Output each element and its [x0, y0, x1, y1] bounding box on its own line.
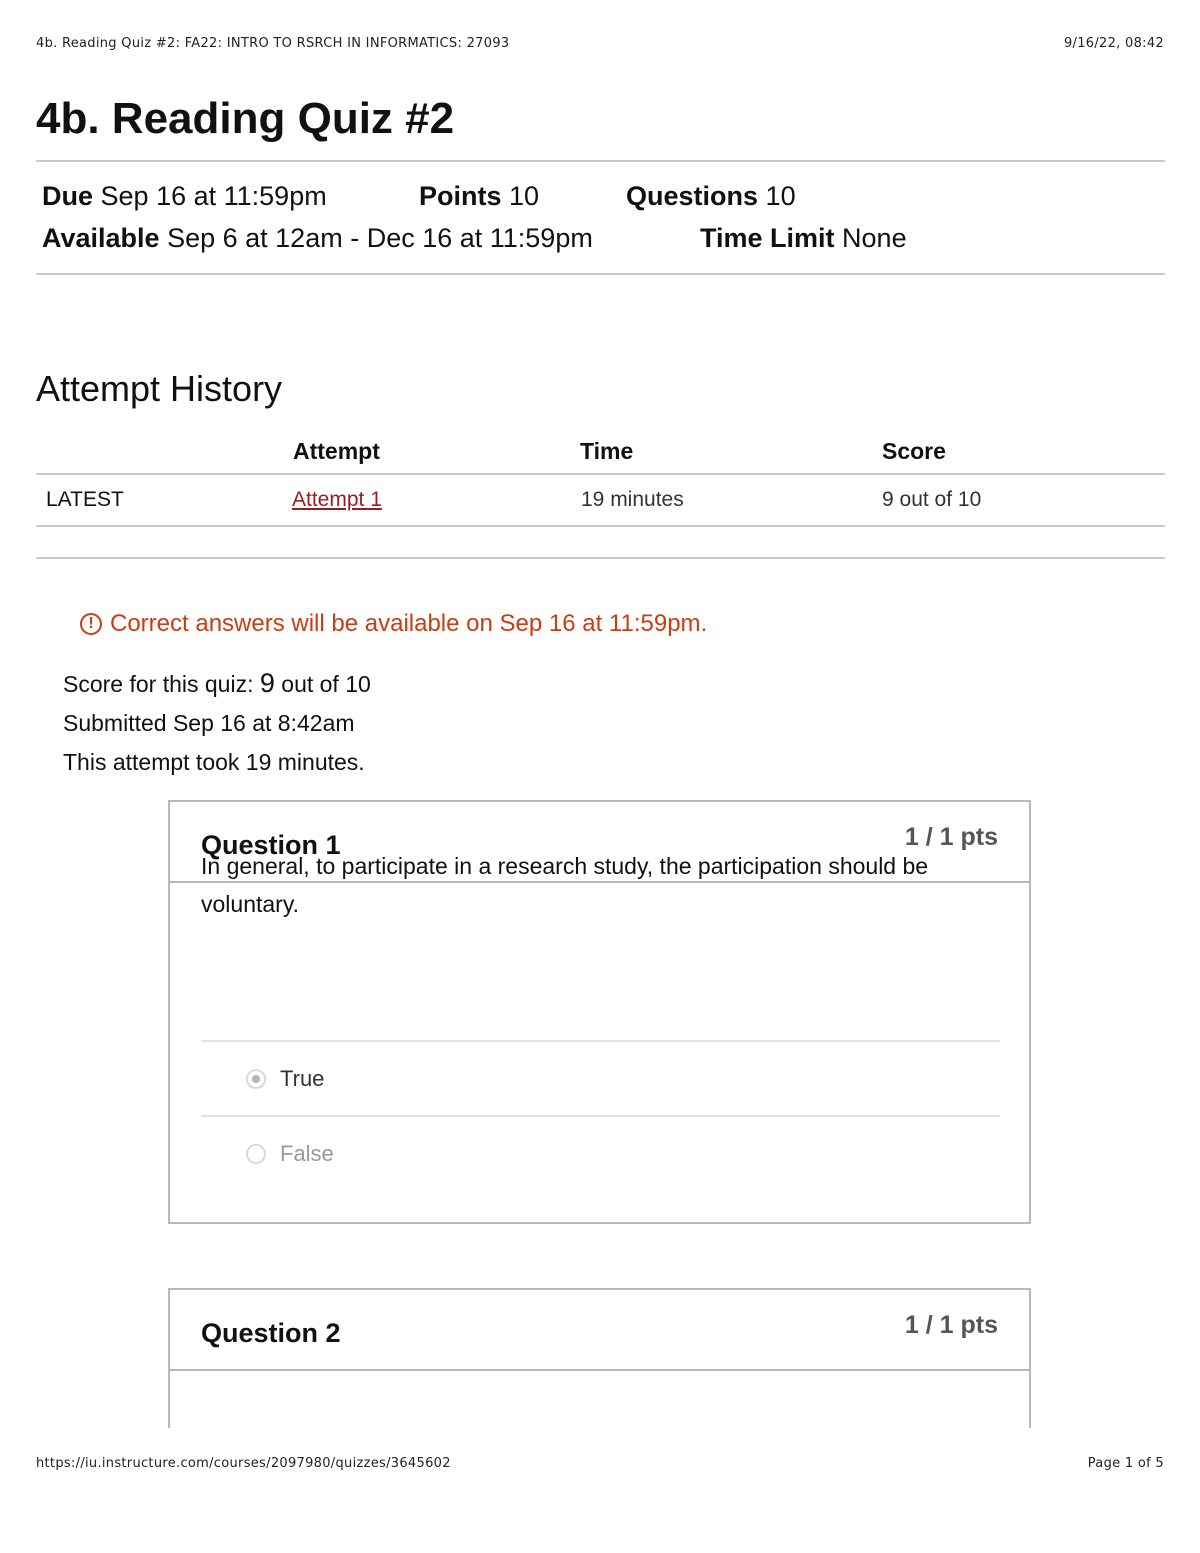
- notice-text: Correct answers will be available on Sep 16 at 11:59pm.: [110, 610, 708, 637]
- table-row-divider: [36, 525, 1165, 527]
- attempt-history-title: Attempt History: [36, 368, 283, 409]
- print-header-title: 4b. Reading Quiz #2: FA22: INTRO TO RSRCH IN INFORMATICS: 27093: [36, 36, 510, 51]
- print-header-datetime: 9/16/22, 08:42: [1063, 36, 1164, 51]
- column-header-score: Score: [882, 438, 946, 464]
- due-info: [42, 181, 327, 212]
- page-title: 4b. Reading Quiz #2: [36, 94, 455, 143]
- divider: [36, 273, 1165, 275]
- submitted-line: Submitted Sep 16 at 8:42am: [63, 710, 355, 736]
- score-prefix: Score for this quiz:: [63, 671, 260, 697]
- score-value: 9: [259, 668, 275, 698]
- quiz-score-line: [63, 668, 371, 699]
- question-points: 1 / 1 pts: [904, 823, 998, 851]
- warning-icon: !: [80, 613, 102, 635]
- divider: [36, 557, 1165, 559]
- due-value: Sep 16 at 11:59pm: [100, 181, 327, 211]
- print-footer-page: Page 1 of 5: [1087, 1456, 1164, 1471]
- time-limit-label: Time Limit: [700, 223, 835, 253]
- question-points: 1 / 1 pts: [904, 1311, 998, 1339]
- answer-label: True: [280, 1066, 325, 1091]
- divider: [36, 160, 1165, 162]
- available-info: [42, 223, 593, 254]
- question-title: Question 2: [201, 1318, 341, 1348]
- attempt-1-link[interactable]: Attempt 1: [292, 488, 382, 511]
- available-label: Available: [42, 223, 160, 253]
- answer-option-false[interactable]: [246, 1141, 334, 1167]
- questions-value: 10: [765, 181, 796, 211]
- latest-tag: LATEST: [46, 488, 124, 511]
- question-card-2: [168, 1288, 1031, 1428]
- points-info: [419, 181, 539, 212]
- correct-answers-notice: [80, 610, 707, 638]
- table-header-divider: [36, 473, 1165, 475]
- answer-label: False: [280, 1141, 334, 1166]
- table-cell-time: 19 minutes: [581, 488, 684, 511]
- questions-info: [626, 181, 796, 212]
- radio-unselected-icon[interactable]: [246, 1144, 266, 1164]
- question-header: [170, 1290, 1029, 1371]
- question-card-1: [168, 800, 1031, 1224]
- column-header-attempt: Attempt: [293, 438, 380, 464]
- time-limit-info: [700, 223, 907, 254]
- answer-divider: [201, 1040, 1000, 1042]
- questions-label: Questions: [626, 181, 759, 211]
- due-label: Due: [42, 181, 94, 211]
- question-title: Question 1: [201, 830, 341, 860]
- column-header-time: Time: [580, 438, 634, 464]
- table-cell-score: 9 out of 10: [882, 488, 982, 511]
- points-label: Points: [419, 181, 502, 211]
- question-text: In general, to participate in a research study, the participation should be voluntary.: [201, 853, 929, 917]
- radio-selected-icon[interactable]: [246, 1069, 266, 1089]
- answer-option-true[interactable]: [246, 1066, 324, 1092]
- available-value: Sep 6 at 12am - Dec 16 at 11:59pm: [167, 223, 593, 253]
- table-cell-attempt: [292, 488, 382, 512]
- print-footer-url: https://iu.instructure.com/courses/2097980/quizzes/3645602: [36, 1456, 451, 1471]
- points-value: 10: [509, 181, 540, 211]
- time-limit-value: None: [842, 223, 907, 253]
- score-suffix: out of 10: [274, 671, 371, 697]
- answer-divider: [201, 1115, 1000, 1117]
- duration-line: This attempt took 19 minutes.: [63, 749, 365, 775]
